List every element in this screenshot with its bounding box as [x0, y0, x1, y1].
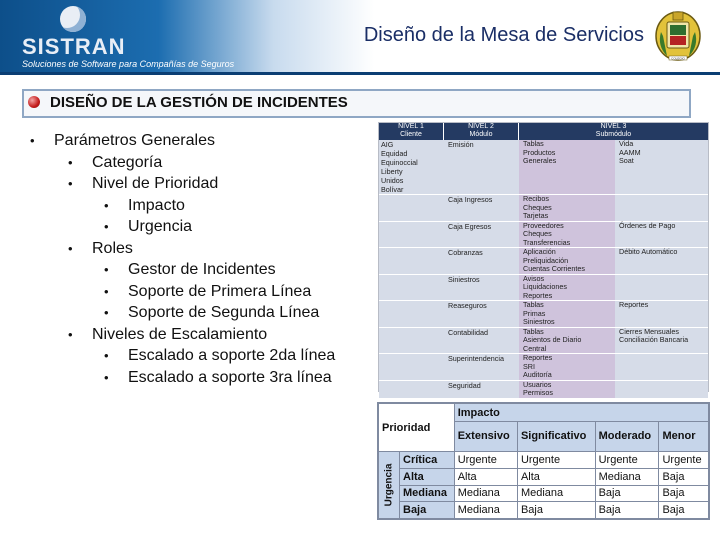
logo-tagline: Soluciones de Software para Compañías de Seguros	[22, 59, 235, 69]
bullet-icon: •	[68, 326, 73, 342]
bullet-icon: •	[30, 133, 35, 148]
bullet-icon: •	[104, 369, 109, 385]
outline-item	[30, 216, 335, 238]
cell-text: Caja Ingresos	[448, 195, 493, 204]
cell-text: Reportes	[523, 290, 553, 300]
cell-text: Tarjetas	[523, 211, 549, 220]
outline-item	[30, 130, 335, 152]
submodule-cell	[615, 301, 708, 327]
priority-cell: Mediana	[454, 502, 517, 519]
priority-cell: Baja	[595, 485, 659, 502]
priority-cell: Urgente	[659, 452, 709, 469]
modules-header-level2: NIVEL 2 Módulo	[444, 123, 519, 140]
module-cell	[444, 328, 519, 354]
module-cell	[444, 248, 519, 274]
cell-text: Productos	[523, 147, 556, 157]
cell-text: Equidad	[381, 149, 408, 158]
cell-text: Proveedores	[523, 220, 564, 230]
cell-text: Generales	[523, 156, 557, 165]
cell-text: Seguridad	[448, 380, 481, 390]
outline-item-text: Parámetros Generales	[54, 132, 215, 149]
submodule-cell	[615, 275, 708, 301]
module-cell	[444, 381, 519, 398]
priority-cell: Urgente	[517, 452, 595, 469]
urgency-level: Crítica	[400, 452, 455, 469]
cell-text: Cheques	[523, 202, 552, 212]
cell-text: Cheques	[523, 229, 552, 238]
client-cell	[379, 275, 444, 301]
page-title: Diseño de la Mesa de Servicios	[363, 24, 644, 46]
submodule-cell	[519, 248, 615, 274]
submodule-cell	[615, 140, 708, 194]
cell-text: Reportes	[619, 300, 649, 309]
outline-item-text: Escalado a soporte 2da línea	[128, 347, 336, 364]
urgency-header-text: Urgencia	[383, 463, 395, 507]
outline-item	[30, 345, 335, 367]
urgency-header	[379, 452, 400, 519]
outline-item-text: Impacto	[128, 196, 185, 214]
submodule-cell	[615, 248, 708, 274]
client-cell	[379, 328, 444, 354]
client-cell	[379, 195, 444, 221]
cell-text: Aplicación	[523, 247, 556, 256]
cell-text: Soat	[619, 156, 634, 165]
priority-cell: Urgente	[595, 452, 659, 469]
impact-level: Significativo	[517, 422, 595, 452]
cell-text: Preliquidación	[523, 255, 569, 265]
cell-text: Usuarios	[523, 379, 552, 389]
outline-item	[30, 302, 335, 324]
client-cell	[379, 248, 444, 274]
priority-cell: Baja	[595, 502, 659, 519]
submodule-cell	[519, 354, 615, 380]
submodule-cell	[615, 195, 708, 221]
bullet-icon: •	[104, 305, 109, 320]
outline-item-text: Escalado a soporte 3ra línea	[128, 368, 332, 386]
modules-table-row	[379, 354, 708, 381]
cell-text: Liquidaciones	[523, 282, 567, 291]
priority-matrix	[377, 402, 710, 520]
cell-text: Central	[523, 343, 547, 353]
client-cell	[379, 140, 444, 194]
priority-cell: Baja	[659, 485, 709, 502]
submodule-cell	[615, 222, 708, 248]
modules-table-body	[379, 140, 708, 399]
impact-level: Moderado	[595, 422, 659, 452]
client-cell	[379, 354, 444, 380]
module-cell	[444, 140, 519, 194]
priority-corner-label: Prioridad	[379, 404, 455, 452]
modules-table-row	[379, 275, 708, 302]
bullet-icon: •	[68, 154, 73, 170]
cell-text: Asientos de Diario	[523, 335, 582, 344]
cell-text: Reportes	[523, 353, 553, 362]
header-divider	[0, 72, 720, 75]
outline-item-text: Soporte de Primera Línea	[128, 282, 312, 300]
submodule-cell	[519, 140, 615, 194]
outline-item	[30, 259, 335, 281]
outline-item-text: Urgencia	[128, 218, 193, 235]
priority-cell: Mediana	[595, 468, 659, 485]
module-cell	[444, 222, 519, 248]
impact-level: Extensivo	[454, 422, 517, 452]
cell-text: Conciliación Bancaria	[619, 335, 689, 344]
modules-table-row	[379, 222, 708, 249]
urgency-level: Alta	[400, 468, 455, 485]
bullet-icon: •	[104, 219, 109, 234]
school-crest-icon	[653, 6, 703, 64]
outline-item	[30, 173, 335, 195]
priority-cell: Mediana	[454, 485, 517, 502]
cell-text: Cuentas Corrientes	[523, 264, 585, 273]
cell-text: Contabilidad	[448, 327, 488, 337]
modules-table-row	[379, 381, 708, 399]
cell-text: Transferencias	[523, 237, 571, 247]
submodule-cell	[615, 381, 708, 398]
priority-cell: Urgente	[454, 452, 517, 469]
modules-header-level1: NIVEL 1 Cliente	[379, 123, 444, 140]
cell-text: Vida	[619, 139, 634, 148]
cell-text: Primas	[523, 308, 546, 318]
cell-text: SRI	[523, 361, 535, 371]
bullet-icon: •	[68, 176, 73, 191]
priority-cell: Baja	[659, 468, 709, 485]
bullet-icon: •	[104, 197, 109, 213]
sistran-logo-icon	[60, 6, 86, 32]
module-cell	[444, 301, 519, 327]
modules-table-row	[379, 301, 708, 328]
cell-text: Caja Egresos	[448, 221, 492, 231]
cell-text: Siniestros	[448, 274, 480, 284]
outline-item	[30, 324, 335, 346]
cell-text: Permisos	[523, 388, 553, 397]
logo-name: SISTRAN	[22, 34, 126, 59]
cell-text: Siniestros	[523, 317, 555, 326]
cell-text: Bolívar	[381, 185, 404, 194]
priority-cell: Mediana	[517, 485, 595, 502]
outline-item-text: Categoría	[92, 153, 163, 171]
cell-text: Liberty	[381, 167, 403, 176]
impact-level: Menor	[659, 422, 709, 452]
cell-text: Emisión	[448, 140, 474, 149]
modules-table-header	[379, 123, 708, 140]
submodule-cell	[519, 222, 615, 248]
red-bullet-icon	[28, 96, 40, 108]
parameters-outline	[30, 130, 335, 388]
priority-cell: Baja	[659, 502, 709, 519]
submodule-cell	[519, 275, 615, 301]
submodule-cell	[519, 328, 615, 354]
submodule-cell	[519, 195, 615, 221]
cell-text: Auditoría	[523, 370, 552, 379]
urgency-level: Mediana	[400, 485, 455, 502]
cell-text: Tablas	[523, 300, 544, 309]
module-cell	[444, 354, 519, 380]
cell-text: Débito Automático	[619, 247, 678, 256]
outline-item	[30, 152, 335, 174]
modules-header-level3: NIVEL 3 Submódulo	[595, 123, 632, 138]
cell-text: Equinoccial	[381, 158, 418, 167]
module-cell	[444, 275, 519, 301]
outline-item-text: Gestor de Incidentes	[128, 261, 276, 278]
submodule-cell	[615, 354, 708, 380]
cell-text: Cierres Mensuales	[619, 326, 679, 336]
module-cell	[444, 195, 519, 221]
outline-item-text: Niveles de Escalamiento	[92, 325, 268, 343]
outline-item-text: Roles	[92, 239, 133, 257]
outline-item	[30, 281, 335, 303]
client-cell	[379, 222, 444, 248]
priority-cell: Baja	[517, 502, 595, 519]
submodule-cell	[519, 381, 615, 398]
bullet-icon: •	[104, 283, 109, 299]
submodule-cell	[615, 328, 708, 354]
crest-caption: COLEGIO	[671, 56, 685, 61]
cell-text: AIG	[381, 140, 394, 149]
priority-table	[378, 403, 709, 519]
cell-text: Reaseguros	[448, 301, 487, 310]
modules-table-row	[379, 248, 708, 275]
modules-table-row	[379, 140, 708, 195]
client-cell	[379, 381, 444, 398]
cell-text: Superintendencia	[448, 354, 504, 363]
outline-item-text: Nivel de Prioridad	[92, 175, 219, 192]
cell-text: Tablas	[523, 326, 544, 336]
bullet-icon: •	[104, 262, 109, 277]
modules-table-row	[379, 195, 708, 222]
cell-text: Cobranzas	[448, 248, 483, 257]
cell-text: Tablas	[523, 139, 544, 148]
outline-item	[30, 367, 335, 389]
urgency-level: Baja	[400, 502, 455, 519]
priority-cell: Alta	[454, 468, 517, 485]
bullet-icon: •	[104, 348, 109, 363]
outline-item-text: Soporte de Segunda Línea	[128, 304, 320, 321]
bullet-icon: •	[68, 240, 73, 256]
cell-text: Avisos	[523, 273, 545, 283]
modules-table	[378, 122, 709, 397]
cell-text: Unidos	[381, 176, 404, 185]
impact-header: Impacto	[454, 404, 708, 422]
outline-item	[30, 195, 335, 217]
cell-text: Órdenes de Pago	[619, 220, 676, 230]
priority-cell: Alta	[517, 468, 595, 485]
cell-text: Recibos	[523, 194, 549, 203]
outline-item	[30, 238, 335, 260]
submodule-cell	[519, 301, 615, 327]
cell-text: AAMM	[619, 147, 641, 157]
section-title: DISEÑO DE LA GESTIÓN DE INCIDENTES	[50, 94, 348, 111]
modules-table-row	[379, 328, 708, 355]
client-cell	[379, 301, 444, 327]
